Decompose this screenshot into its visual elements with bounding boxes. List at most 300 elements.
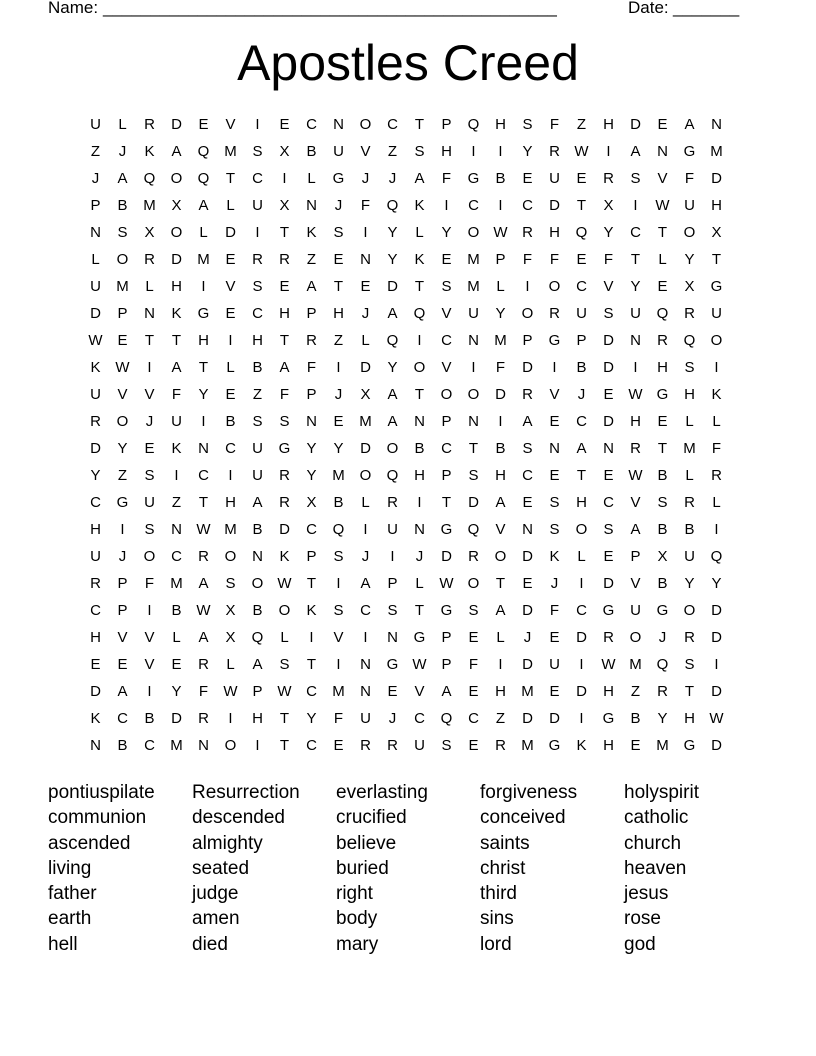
grid-letter[interactable]: B bbox=[252, 521, 263, 538]
grid-letter[interactable]: O bbox=[116, 413, 129, 430]
grid-letter[interactable]: L bbox=[361, 494, 370, 511]
grid-letter[interactable]: G bbox=[683, 143, 696, 160]
grid-letter[interactable]: E bbox=[468, 737, 479, 754]
grid-letter[interactable]: I bbox=[147, 359, 152, 376]
grid-letter[interactable]: E bbox=[225, 251, 236, 268]
grid-letter[interactable]: R bbox=[279, 251, 290, 268]
grid-letter[interactable]: E bbox=[117, 656, 128, 673]
grid-letter[interactable]: B bbox=[684, 521, 695, 538]
grid-letter[interactable]: V bbox=[117, 386, 128, 403]
grid-letter[interactable]: I bbox=[363, 521, 368, 538]
grid-letter[interactable]: F bbox=[171, 386, 182, 403]
grid-letter[interactable]: I bbox=[714, 656, 719, 673]
grid-letter[interactable]: S bbox=[468, 602, 479, 619]
grid-letter[interactable]: G bbox=[386, 656, 399, 673]
grid-letter[interactable]: I bbox=[120, 521, 125, 538]
grid-letter[interactable]: R bbox=[198, 656, 209, 673]
grid-letter[interactable]: R bbox=[360, 737, 371, 754]
grid-letter[interactable]: I bbox=[228, 710, 233, 727]
grid-letter[interactable]: Q bbox=[386, 197, 399, 214]
grid-letter[interactable]: U bbox=[252, 440, 263, 457]
grid-letter[interactable]: L bbox=[145, 278, 154, 295]
grid-letter[interactable]: S bbox=[333, 224, 344, 241]
grid-letter[interactable]: R bbox=[387, 494, 398, 511]
grid-letter[interactable]: L bbox=[226, 359, 235, 376]
grid-letter[interactable]: X bbox=[171, 197, 182, 214]
grid-letter[interactable]: S bbox=[414, 143, 425, 160]
grid-letter[interactable]: D bbox=[225, 224, 236, 241]
grid-letter[interactable]: T bbox=[468, 440, 479, 457]
name-blank-line[interactable]: ________________________________________________ bbox=[103, 0, 557, 17]
grid-letter[interactable]: U bbox=[90, 548, 101, 565]
grid-letter[interactable]: J bbox=[388, 710, 397, 727]
grid-letter[interactable]: F bbox=[684, 170, 695, 187]
grid-letter[interactable]: Y bbox=[603, 224, 614, 241]
grid-letter[interactable]: O bbox=[170, 170, 183, 187]
grid-letter[interactable]: M bbox=[332, 683, 345, 700]
grid-letter[interactable]: G bbox=[602, 602, 615, 619]
grid-letter[interactable]: R bbox=[630, 440, 641, 457]
grid-letter[interactable]: D bbox=[603, 359, 614, 376]
grid-letter[interactable]: R bbox=[198, 710, 209, 727]
grid-letter[interactable]: H bbox=[630, 413, 641, 430]
grid-letter[interactable]: I bbox=[417, 332, 422, 349]
grid-letter[interactable]: I bbox=[552, 359, 557, 376]
grid-letter[interactable]: M bbox=[656, 737, 669, 754]
grid-letter[interactable]: V bbox=[144, 656, 155, 673]
grid-letter[interactable]: N bbox=[198, 737, 209, 754]
grid-letter[interactable]: I bbox=[498, 656, 503, 673]
grid-letter[interactable]: R bbox=[279, 494, 290, 511]
grid-letter[interactable]: D bbox=[711, 683, 722, 700]
grid-letter[interactable]: O bbox=[143, 548, 156, 565]
grid-letter[interactable]: Y bbox=[387, 224, 398, 241]
grid-letter[interactable]: S bbox=[144, 467, 155, 484]
grid-letter[interactable]: K bbox=[306, 224, 317, 241]
grid-letter[interactable]: R bbox=[549, 143, 560, 160]
grid-letter[interactable]: J bbox=[523, 629, 532, 646]
grid-letter[interactable]: K bbox=[414, 197, 425, 214]
grid-letter[interactable]: D bbox=[576, 629, 587, 646]
grid-letter[interactable]: P bbox=[117, 305, 128, 322]
grid-letter[interactable]: Z bbox=[306, 251, 317, 268]
grid-letter[interactable]: S bbox=[252, 413, 263, 430]
grid-letter[interactable]: C bbox=[468, 710, 479, 727]
grid-letter[interactable]: Y bbox=[171, 683, 182, 700]
grid-letter[interactable]: Z bbox=[333, 332, 344, 349]
grid-letter[interactable]: L bbox=[658, 251, 667, 268]
grid-letter[interactable]: Q bbox=[251, 629, 264, 646]
grid-letter[interactable]: B bbox=[225, 413, 236, 430]
grid-letter[interactable]: I bbox=[444, 197, 449, 214]
grid-letter[interactable]: F bbox=[549, 116, 560, 133]
grid-letter[interactable]: R bbox=[603, 629, 614, 646]
grid-letter[interactable]: V bbox=[333, 629, 344, 646]
grid-letter[interactable]: F bbox=[468, 656, 479, 673]
grid-letter[interactable]: C bbox=[144, 737, 155, 754]
grid-letter[interactable]: J bbox=[550, 575, 559, 592]
grid-letter[interactable]: V bbox=[117, 629, 128, 646]
grid-letter[interactable]: H bbox=[495, 467, 506, 484]
grid-letter[interactable]: T bbox=[414, 602, 425, 619]
grid-letter[interactable]: N bbox=[360, 683, 371, 700]
grid-letter[interactable]: N bbox=[603, 440, 614, 457]
grid-letter[interactable]: Q bbox=[440, 710, 453, 727]
grid-letter[interactable]: G bbox=[467, 170, 480, 187]
grid-letter[interactable]: L bbox=[712, 494, 721, 511]
grid-letter[interactable]: W bbox=[277, 683, 292, 700]
grid-letter[interactable]: L bbox=[712, 413, 721, 430]
grid-letter[interactable]: M bbox=[683, 440, 696, 457]
grid-letter[interactable]: S bbox=[441, 278, 452, 295]
grid-letter[interactable]: E bbox=[657, 413, 668, 430]
grid-letter[interactable]: B bbox=[657, 521, 668, 538]
grid-letter[interactable]: A bbox=[414, 170, 425, 187]
grid-letter[interactable]: E bbox=[468, 629, 479, 646]
grid-letter[interactable]: J bbox=[577, 386, 586, 403]
grid-letter[interactable]: M bbox=[359, 413, 372, 430]
grid-letter[interactable]: S bbox=[441, 737, 452, 754]
grid-letter[interactable]: N bbox=[198, 440, 209, 457]
grid-letter[interactable]: P bbox=[387, 575, 398, 592]
grid-letter[interactable]: D bbox=[603, 413, 614, 430]
grid-letter[interactable]: F bbox=[360, 197, 371, 214]
grid-letter[interactable]: G bbox=[656, 386, 669, 403]
grid-letter[interactable]: R bbox=[144, 116, 155, 133]
grid-letter[interactable]: D bbox=[468, 494, 479, 511]
grid-letter[interactable]: D bbox=[360, 359, 371, 376]
grid-letter[interactable]: I bbox=[255, 224, 260, 241]
grid-letter[interactable]: T bbox=[279, 737, 290, 754]
grid-letter[interactable]: J bbox=[361, 170, 370, 187]
grid-letter[interactable]: P bbox=[117, 602, 128, 619]
grid-letter[interactable]: O bbox=[440, 386, 453, 403]
grid-letter[interactable]: M bbox=[467, 251, 480, 268]
grid-letter[interactable]: X bbox=[684, 278, 695, 295]
grid-letter[interactable]: H bbox=[549, 224, 560, 241]
grid-letter[interactable]: P bbox=[306, 386, 317, 403]
grid-letter[interactable]: D bbox=[711, 737, 722, 754]
grid-letter[interactable]: D bbox=[711, 629, 722, 646]
grid-letter[interactable]: A bbox=[117, 170, 128, 187]
grid-letter[interactable]: D bbox=[711, 170, 722, 187]
grid-letter[interactable]: T bbox=[198, 494, 209, 511]
grid-letter[interactable]: A bbox=[198, 197, 209, 214]
grid-letter[interactable]: T bbox=[171, 332, 182, 349]
grid-letter[interactable]: X bbox=[306, 494, 317, 511]
grid-letter[interactable]: W bbox=[655, 197, 670, 214]
grid-letter[interactable]: O bbox=[116, 251, 129, 268]
grid-letter[interactable]: I bbox=[201, 278, 206, 295]
grid-letter[interactable]: I bbox=[525, 278, 530, 295]
grid-letter[interactable]: A bbox=[117, 683, 128, 700]
grid-letter[interactable]: E bbox=[549, 629, 560, 646]
grid-letter[interactable]: O bbox=[683, 224, 696, 241]
grid-letter[interactable]: Q bbox=[467, 116, 480, 133]
grid-letter[interactable]: L bbox=[496, 629, 505, 646]
grid-letter[interactable]: Y bbox=[495, 305, 506, 322]
grid-letter[interactable]: B bbox=[576, 359, 587, 376]
grid-letter[interactable]: Q bbox=[575, 224, 588, 241]
grid-letter[interactable]: R bbox=[711, 467, 722, 484]
grid-letter[interactable]: O bbox=[494, 548, 507, 565]
grid-letter[interactable]: M bbox=[170, 737, 183, 754]
grid-letter[interactable]: N bbox=[90, 737, 101, 754]
grid-letter[interactable]: W bbox=[277, 575, 292, 592]
grid-letter[interactable]: X bbox=[603, 197, 614, 214]
grid-letter[interactable]: G bbox=[413, 629, 426, 646]
grid-letter[interactable]: E bbox=[576, 251, 587, 268]
grid-letter[interactable]: O bbox=[359, 467, 372, 484]
grid-letter[interactable]: E bbox=[549, 467, 560, 484]
grid-letter[interactable]: T bbox=[306, 656, 317, 673]
grid-letter[interactable]: T bbox=[576, 467, 587, 484]
grid-letter[interactable]: L bbox=[226, 197, 235, 214]
grid-letter[interactable]: L bbox=[172, 629, 181, 646]
grid-letter[interactable]: S bbox=[279, 413, 290, 430]
grid-letter[interactable]: K bbox=[279, 548, 290, 565]
grid-letter[interactable]: B bbox=[252, 602, 263, 619]
grid-letter[interactable]: V bbox=[144, 386, 155, 403]
grid-letter[interactable]: C bbox=[414, 710, 425, 727]
grid-letter[interactable]: D bbox=[522, 359, 533, 376]
grid-letter[interactable]: O bbox=[386, 440, 399, 457]
grid-letter[interactable]: U bbox=[144, 494, 155, 511]
grid-letter[interactable]: O bbox=[413, 359, 426, 376]
grid-letter[interactable]: Y bbox=[711, 575, 722, 592]
grid-letter[interactable]: H bbox=[711, 197, 722, 214]
grid-letter[interactable]: J bbox=[658, 629, 667, 646]
grid-letter[interactable]: O bbox=[467, 224, 480, 241]
grid-letter[interactable]: I bbox=[633, 359, 638, 376]
grid-letter[interactable]: E bbox=[522, 494, 533, 511]
grid-letter[interactable]: N bbox=[306, 413, 317, 430]
grid-letter[interactable]: E bbox=[90, 656, 101, 673]
grid-letter[interactable]: M bbox=[170, 575, 183, 592]
grid-letter[interactable]: P bbox=[441, 656, 452, 673]
grid-letter[interactable]: W bbox=[574, 143, 589, 160]
grid-letter[interactable]: G bbox=[656, 602, 669, 619]
grid-letter[interactable]: A bbox=[306, 278, 317, 295]
grid-letter[interactable]: E bbox=[630, 737, 641, 754]
grid-letter[interactable]: M bbox=[332, 467, 345, 484]
grid-letter[interactable]: C bbox=[522, 467, 533, 484]
grid-letter[interactable]: G bbox=[278, 440, 291, 457]
grid-letter[interactable]: N bbox=[306, 197, 317, 214]
grid-letter[interactable]: T bbox=[198, 359, 209, 376]
grid-letter[interactable]: E bbox=[144, 440, 155, 457]
grid-letter[interactable]: D bbox=[576, 683, 587, 700]
grid-letter[interactable]: V bbox=[630, 575, 641, 592]
grid-letter[interactable]: G bbox=[332, 170, 345, 187]
grid-letter[interactable]: N bbox=[90, 224, 101, 241]
grid-letter[interactable]: I bbox=[579, 710, 584, 727]
grid-letter[interactable]: S bbox=[333, 548, 344, 565]
grid-letter[interactable]: U bbox=[684, 197, 695, 214]
grid-letter[interactable]: D bbox=[630, 116, 641, 133]
grid-letter[interactable]: W bbox=[439, 575, 454, 592]
grid-letter[interactable]: C bbox=[252, 170, 263, 187]
grid-letter[interactable]: W bbox=[628, 467, 643, 484]
grid-letter[interactable]: I bbox=[714, 359, 719, 376]
grid-letter[interactable]: X bbox=[225, 629, 236, 646]
grid-letter[interactable]: I bbox=[498, 197, 503, 214]
grid-letter[interactable]: N bbox=[144, 305, 155, 322]
grid-letter[interactable]: E bbox=[657, 278, 668, 295]
grid-letter[interactable]: Y bbox=[117, 440, 128, 457]
grid-letter[interactable]: D bbox=[90, 305, 101, 322]
grid-letter[interactable]: O bbox=[224, 548, 237, 565]
grid-letter[interactable]: Z bbox=[387, 143, 398, 160]
grid-letter[interactable]: U bbox=[171, 413, 182, 430]
grid-letter[interactable]: D bbox=[171, 251, 182, 268]
grid-letter[interactable]: Q bbox=[386, 332, 399, 349]
grid-letter[interactable]: S bbox=[117, 224, 128, 241]
grid-letter[interactable]: D bbox=[90, 683, 101, 700]
grid-letter[interactable]: N bbox=[414, 413, 425, 430]
grid-letter[interactable]: N bbox=[387, 629, 398, 646]
grid-letter[interactable]: G bbox=[116, 494, 129, 511]
grid-letter[interactable]: T bbox=[630, 251, 641, 268]
grid-letter[interactable]: T bbox=[684, 683, 695, 700]
grid-letter[interactable]: I bbox=[498, 143, 503, 160]
grid-letter[interactable]: X bbox=[279, 143, 290, 160]
grid-letter[interactable]: F bbox=[279, 386, 290, 403]
grid-letter[interactable]: W bbox=[88, 332, 103, 349]
grid-letter[interactable]: I bbox=[336, 575, 341, 592]
grid-letter[interactable]: S bbox=[603, 305, 614, 322]
grid-letter[interactable]: A bbox=[387, 305, 398, 322]
grid-letter[interactable]: H bbox=[90, 629, 101, 646]
grid-letter[interactable]: S bbox=[630, 170, 641, 187]
grid-letter[interactable]: N bbox=[549, 440, 560, 457]
grid-letter[interactable]: H bbox=[252, 710, 263, 727]
grid-letter[interactable]: I bbox=[498, 413, 503, 430]
grid-letter[interactable]: C bbox=[387, 116, 398, 133]
grid-letter[interactable]: I bbox=[201, 413, 206, 430]
grid-letter[interactable]: M bbox=[224, 521, 237, 538]
grid-letter[interactable]: K bbox=[306, 602, 317, 619]
grid-letter[interactable]: K bbox=[576, 737, 587, 754]
grid-letter[interactable]: O bbox=[521, 305, 534, 322]
grid-letter[interactable]: W bbox=[196, 602, 211, 619]
grid-letter[interactable]: D bbox=[549, 710, 560, 727]
grid-letter[interactable]: I bbox=[228, 467, 233, 484]
grid-letter[interactable]: V bbox=[225, 116, 236, 133]
grid-letter[interactable]: R bbox=[495, 737, 506, 754]
grid-letter[interactable]: X bbox=[360, 386, 371, 403]
grid-letter[interactable]: O bbox=[575, 521, 588, 538]
grid-letter[interactable]: C bbox=[306, 737, 317, 754]
grid-letter[interactable]: T bbox=[657, 440, 668, 457]
grid-letter[interactable]: H bbox=[684, 710, 695, 727]
grid-letter[interactable]: S bbox=[603, 521, 614, 538]
grid-letter[interactable]: W bbox=[628, 386, 643, 403]
grid-letter[interactable]: Y bbox=[522, 143, 533, 160]
grid-letter[interactable]: Q bbox=[656, 656, 669, 673]
grid-letter[interactable]: B bbox=[630, 710, 641, 727]
grid-letter[interactable]: V bbox=[225, 278, 236, 295]
grid-letter[interactable]: L bbox=[415, 224, 424, 241]
grid-letter[interactable]: S bbox=[549, 521, 560, 538]
grid-letter[interactable]: I bbox=[579, 656, 584, 673]
grid-letter[interactable]: E bbox=[603, 548, 614, 565]
grid-letter[interactable]: B bbox=[333, 494, 344, 511]
grid-letter[interactable]: J bbox=[334, 386, 343, 403]
grid-letter[interactable]: O bbox=[359, 116, 372, 133]
grid-letter[interactable]: L bbox=[685, 467, 694, 484]
grid-letter[interactable]: V bbox=[657, 170, 668, 187]
grid-letter[interactable]: C bbox=[90, 602, 101, 619]
grid-letter[interactable]: I bbox=[336, 359, 341, 376]
grid-letter[interactable]: U bbox=[333, 143, 344, 160]
grid-letter[interactable]: C bbox=[603, 494, 614, 511]
grid-letter[interactable]: L bbox=[415, 575, 424, 592]
grid-letter[interactable]: L bbox=[226, 656, 235, 673]
grid-letter[interactable]: Y bbox=[684, 575, 695, 592]
grid-letter[interactable]: B bbox=[495, 170, 506, 187]
grid-letter[interactable]: G bbox=[197, 305, 210, 322]
grid-letter[interactable]: I bbox=[606, 143, 611, 160]
grid-letter[interactable]: D bbox=[603, 332, 614, 349]
grid-letter[interactable]: S bbox=[657, 494, 668, 511]
grid-letter[interactable]: I bbox=[147, 683, 152, 700]
grid-letter[interactable]: R bbox=[90, 413, 101, 430]
grid-letter[interactable]: D bbox=[279, 521, 290, 538]
grid-letter[interactable]: S bbox=[522, 440, 533, 457]
grid-letter[interactable]: U bbox=[630, 305, 641, 322]
grid-letter[interactable]: T bbox=[576, 197, 587, 214]
grid-letter[interactable]: S bbox=[225, 575, 236, 592]
grid-letter[interactable]: E bbox=[333, 251, 344, 268]
grid-letter[interactable]: D bbox=[360, 440, 371, 457]
grid-letter[interactable]: S bbox=[684, 359, 695, 376]
grid-letter[interactable]: A bbox=[252, 494, 263, 511]
grid-letter[interactable]: O bbox=[629, 629, 642, 646]
grid-letter[interactable]: G bbox=[710, 278, 723, 295]
grid-letter[interactable]: W bbox=[709, 710, 724, 727]
grid-letter[interactable]: A bbox=[495, 602, 506, 619]
grid-letter[interactable]: G bbox=[440, 521, 453, 538]
grid-letter[interactable]: H bbox=[495, 683, 506, 700]
grid-letter[interactable]: E bbox=[333, 737, 344, 754]
grid-letter[interactable]: P bbox=[306, 305, 317, 322]
grid-letter[interactable]: H bbox=[657, 359, 668, 376]
grid-letter[interactable]: N bbox=[333, 116, 344, 133]
grid-letter[interactable]: W bbox=[412, 656, 427, 673]
grid-letter[interactable]: A bbox=[198, 629, 209, 646]
grid-letter[interactable]: F bbox=[522, 251, 533, 268]
grid-letter[interactable]: B bbox=[414, 440, 425, 457]
grid-letter[interactable]: M bbox=[710, 143, 723, 160]
grid-letter[interactable]: A bbox=[171, 143, 182, 160]
grid-letter[interactable]: L bbox=[91, 251, 100, 268]
grid-letter[interactable]: Q bbox=[143, 170, 156, 187]
grid-letter[interactable]: C bbox=[630, 224, 641, 241]
grid-letter[interactable]: Y bbox=[306, 467, 317, 484]
grid-letter[interactable]: Q bbox=[332, 521, 345, 538]
grid-letter[interactable]: E bbox=[603, 386, 614, 403]
grid-letter[interactable]: K bbox=[549, 548, 560, 565]
grid-letter[interactable]: N bbox=[360, 251, 371, 268]
grid-letter[interactable]: O bbox=[683, 602, 696, 619]
grid-letter[interactable]: R bbox=[657, 332, 668, 349]
grid-letter[interactable]: W bbox=[223, 683, 238, 700]
grid-letter[interactable]: B bbox=[144, 710, 155, 727]
grid-letter[interactable]: R bbox=[468, 548, 479, 565]
grid-letter[interactable]: N bbox=[468, 332, 479, 349]
grid-letter[interactable]: I bbox=[147, 602, 152, 619]
